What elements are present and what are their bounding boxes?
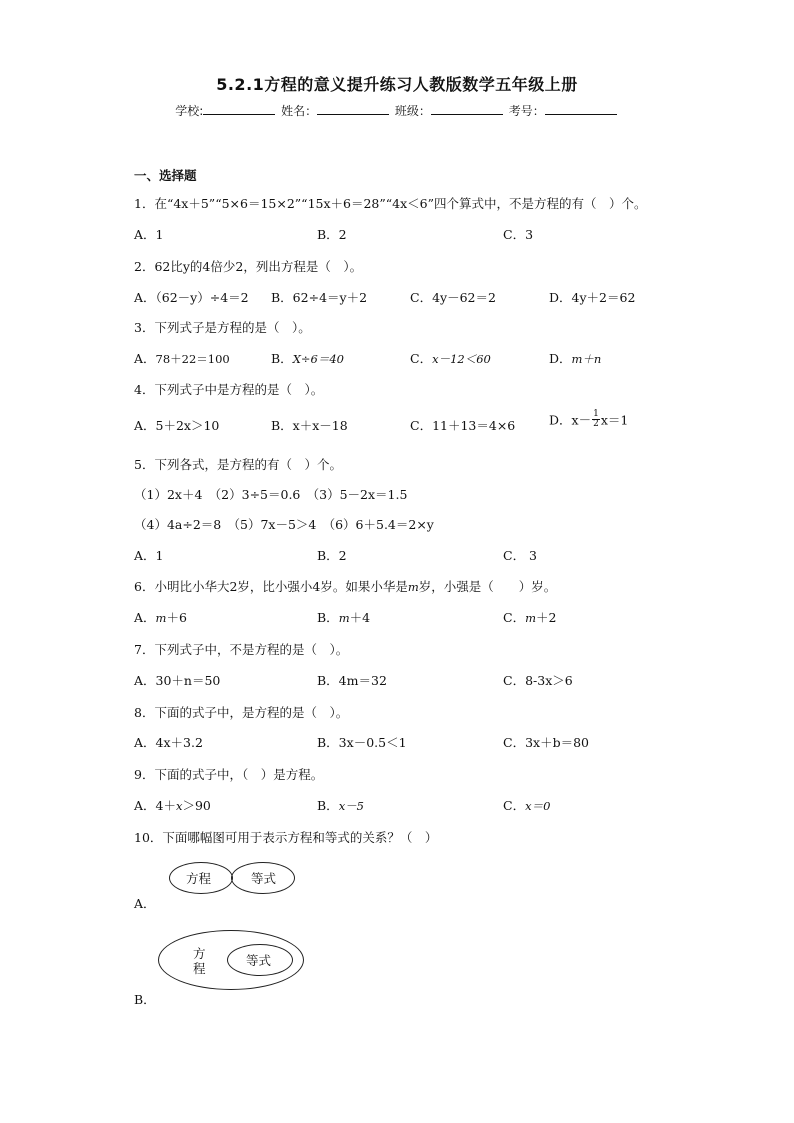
q5-expressions-line-2: （4）4a÷2＝8 （5）7x－5＞4 （6）6＋5.4＝2×y	[134, 517, 434, 532]
q2-option-b[interactable]: B．62÷4＝y＋2	[271, 290, 368, 305]
q3-option-c-letter: C．	[410, 351, 433, 366]
q2-option-c[interactable]: C．4y－62＝2	[410, 290, 496, 305]
q7-option-b[interactable]: B．4m＝32	[317, 673, 387, 688]
diagram-a-label-dengshi: 等式	[251, 871, 277, 886]
q6-option-c-var: m	[525, 611, 536, 625]
q6-stem-part-2: 岁，小强是（ ）岁。	[418, 579, 557, 594]
one-half-fraction	[592, 410, 600, 429]
name-label: 姓名：	[281, 104, 318, 118]
q9-option-b-expr: x－5	[338, 799, 364, 813]
q6-option-c[interactable]	[503, 608, 556, 626]
question-3-stem: 3．下列式子是方程的是（ ）。	[134, 320, 311, 335]
q5-option-a[interactable]: A．1	[134, 548, 164, 563]
q9-option-a-var: x	[175, 799, 183, 813]
q2-option-a[interactable]: A．（62－y）÷4＝2	[134, 290, 249, 305]
diagram-b-outer-label-1: 方	[193, 946, 206, 961]
q8-option-c[interactable]: C．3x＋b＝80	[503, 735, 589, 750]
page-title: 5.2.1方程的意义提升练习人教版数学五年级上册	[216, 75, 578, 94]
q6-option-b-rest: ＋4	[349, 610, 371, 625]
q9-option-b-letter: B．	[317, 798, 339, 813]
exam-no-label: 考号：	[508, 104, 545, 118]
question-8-stem: 8．下面的式子中，是方程的是（ ）。	[134, 705, 349, 720]
question-4-stem: 4．下列式子中是方程的是（ ）。	[134, 382, 324, 397]
q9-option-c[interactable]	[503, 796, 550, 814]
q10-option-a[interactable]: A．	[134, 896, 156, 911]
q1-option-c[interactable]: C．3	[503, 227, 534, 242]
q9-option-a-prefix: A．4＋	[134, 798, 176, 813]
diagram-b-outer-label-2: 程	[193, 961, 206, 976]
q3-option-d[interactable]	[549, 349, 601, 367]
q5-expressions-line-1: （1）2x＋4 （2）3÷5＝0.6 （3）5－2x＝1.5	[134, 487, 408, 502]
q9-option-a-rest: ＞90	[182, 798, 211, 813]
question-7-stem: 7．下列式子中，不是方程的是（ ）。	[134, 642, 349, 657]
q2-option-d[interactable]: D．4y＋2＝62	[549, 290, 636, 305]
q4-option-a[interactable]: A．5＋2x＞10	[134, 418, 220, 433]
class-label: 班级：	[394, 104, 431, 118]
q9-option-b[interactable]	[317, 796, 364, 814]
q6-option-b-letter: B．	[317, 610, 339, 625]
q6-option-a[interactable]	[134, 608, 187, 626]
question-6-stem	[134, 577, 556, 595]
q1-option-a[interactable]: A．1	[134, 227, 164, 242]
q6-option-c-letter: C．	[503, 610, 526, 625]
diagram-a-label-fangcheng: 方程	[186, 871, 212, 886]
q4-option-d-suffix: x＝1	[600, 412, 629, 428]
question-10-stem: 10．下面哪幅图可用于表示方程和等式的关系？（ ）	[134, 830, 438, 845]
q6-option-b-var: m	[338, 611, 350, 625]
q4-option-c[interactable]: C．11＋13＝4×6	[410, 418, 516, 433]
q4-option-b[interactable]: B．x＋x－18	[271, 418, 348, 433]
q3-option-d-letter: D．	[549, 351, 572, 366]
q3-option-b[interactable]	[271, 349, 344, 367]
question-5-stem: 5．下列各式，是方程的有（ ）个。	[134, 457, 342, 472]
q4-option-d[interactable]	[549, 410, 628, 429]
q7-option-a[interactable]: A．30＋n＝50	[134, 673, 221, 688]
name-blank[interactable]	[317, 104, 389, 115]
q3-option-b-letter: B．	[271, 351, 293, 366]
q9-option-a[interactable]	[134, 796, 211, 814]
q6-stem-part-1: 6．小明比小华大2岁，比小强小4岁。如果小华是	[134, 579, 408, 594]
fraction-numerator: 1	[593, 409, 599, 419]
q3-option-d-expr: m＋n	[571, 352, 602, 366]
q3-option-a-letter: A．	[134, 351, 156, 366]
q6-variable-m: m	[407, 580, 419, 594]
q9-option-c-letter: C．	[503, 798, 526, 813]
fraction-denominator: 2	[593, 419, 599, 429]
student-info-line	[0, 102, 794, 119]
section-title: 一、选择题	[134, 168, 197, 183]
q6-option-a-rest: ＋6	[166, 610, 187, 625]
q1-option-b[interactable]: B．2	[317, 227, 347, 242]
q3-option-c-expr: x－12＜60	[432, 352, 491, 366]
diagram-b-inner-label: 等式	[246, 953, 272, 968]
q5-option-c[interactable]: C． 3	[503, 548, 537, 563]
q3-option-a[interactable]	[134, 349, 230, 367]
school-blank[interactable]	[203, 104, 275, 115]
q3-option-a-expr: 78＋22＝100	[155, 352, 230, 366]
q3-option-b-expr: X÷6＝40	[292, 352, 344, 366]
q8-option-b[interactable]: B．3x－0.5＜1	[317, 735, 407, 750]
question-1-stem: 1．在“4x＋5”“5×6＝15×2”“15x＋6＝28”“4x＜6”四个算式中，不是方程的有（ ）个。	[134, 196, 647, 211]
q6-option-a-var: m	[155, 611, 167, 625]
q10-option-b[interactable]: B．	[134, 992, 156, 1007]
q6-option-c-rest: ＋2	[535, 610, 557, 625]
q4-option-d-prefix: D．x－	[549, 412, 592, 428]
q8-option-a[interactable]: A．4x＋3.2	[134, 735, 203, 750]
q7-option-c[interactable]: C．8-3x＞6	[503, 673, 573, 688]
exam-no-blank[interactable]	[545, 104, 617, 115]
q6-option-a-letter: A．	[134, 610, 156, 625]
q6-option-b[interactable]	[317, 608, 370, 626]
q5-option-b[interactable]: B．2	[317, 548, 347, 563]
q3-option-c[interactable]	[410, 349, 491, 367]
q9-option-c-expr: x＝0	[525, 799, 551, 813]
question-2-stem: 2．62比y的4倍少2，列出方程是（ ）。	[134, 259, 363, 274]
class-blank[interactable]	[431, 104, 503, 115]
question-9-stem: 9．下面的式子中，（ ）是方程。	[134, 767, 324, 782]
school-label: 学校:	[175, 104, 204, 118]
